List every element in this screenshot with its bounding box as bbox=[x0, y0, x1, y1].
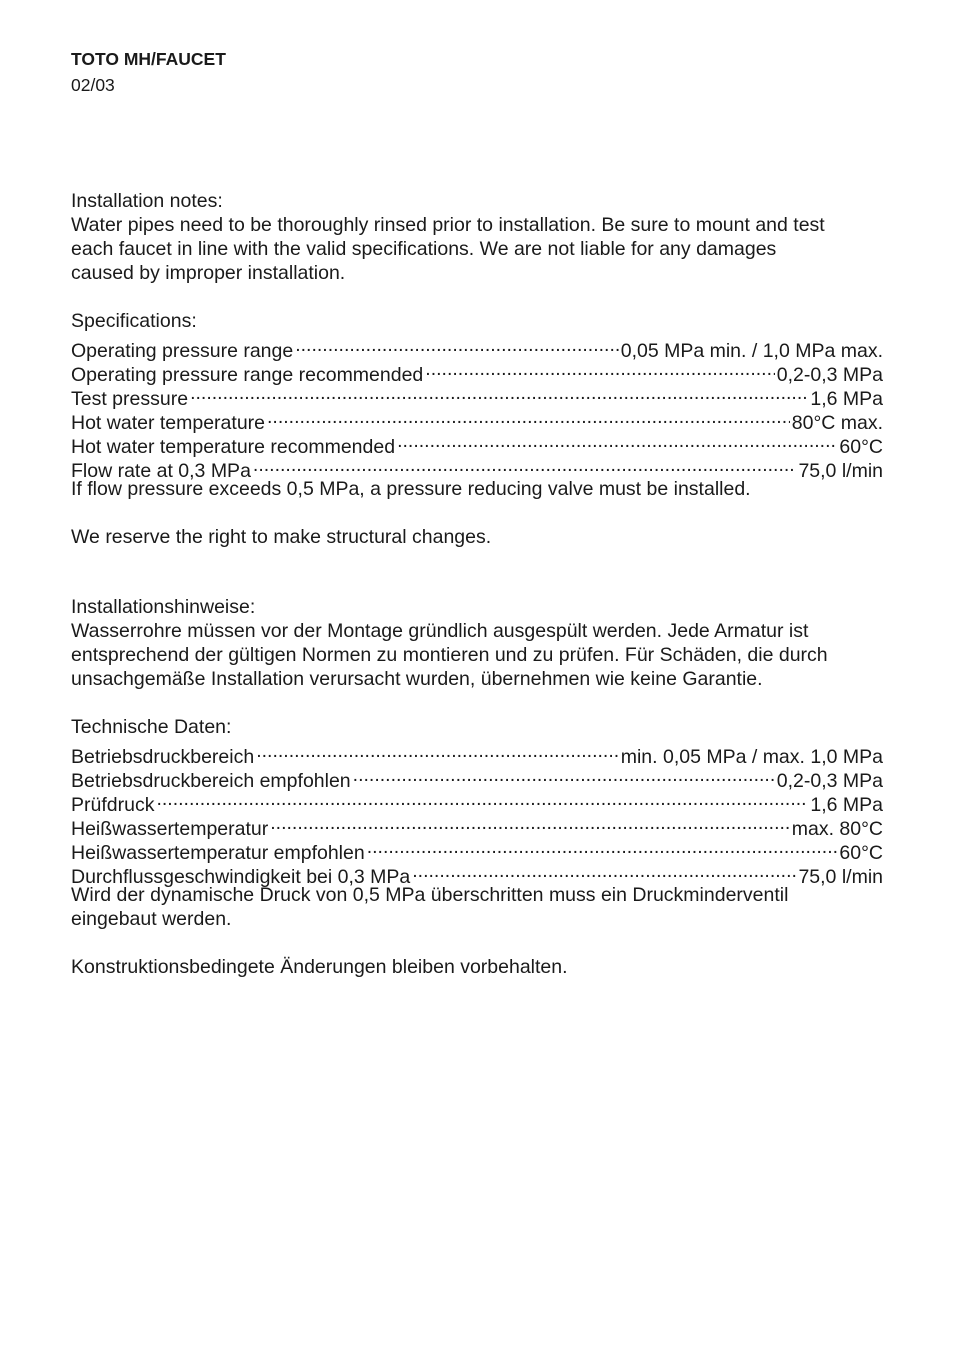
reserve-rights-note: We reserve the right to make structural changes. bbox=[71, 526, 492, 548]
specifications-heading: Specifications: bbox=[71, 310, 197, 332]
technische-daten-heading: Technische Daten: bbox=[71, 716, 232, 738]
dot-leader bbox=[353, 763, 775, 787]
spec-row-betriebsdruckbereich bbox=[71, 739, 883, 768]
english-section bbox=[71, 189, 883, 549]
installationshinweise-line-1: Wasserrohre müssen vor der Montage gründlich ausgespült werden. Jede Armatur ist bbox=[71, 620, 809, 642]
spec-label: Flow rate at 0,3 MPa bbox=[71, 460, 251, 482]
spec-value: max. 80°C bbox=[791, 818, 883, 840]
dot-leader bbox=[270, 811, 790, 835]
spec-label: Operating pressure range recommended bbox=[71, 364, 424, 386]
dot-leader bbox=[256, 739, 619, 763]
spec-label: Operating pressure range bbox=[71, 340, 294, 362]
spec-row-pruefdruck bbox=[71, 787, 883, 816]
spec-value: 80°C max. bbox=[791, 412, 883, 434]
specifications-note: If flow pressure exceeds 0,5 MPa, a pressure reducing valve must be installed. bbox=[71, 478, 751, 500]
spec-label: Heißwassertemperatur empfohlen bbox=[71, 842, 365, 864]
spec-value: 1,6 MPa bbox=[810, 794, 883, 816]
dot-leader bbox=[267, 405, 790, 429]
spec-value: 0,05 MPa min. / 1,0 MPa max. bbox=[620, 340, 883, 362]
dot-leader bbox=[412, 859, 796, 883]
spec-value: 0,2-0,3 MPa bbox=[776, 770, 883, 792]
spec-row-operating-pressure bbox=[71, 333, 883, 362]
dot-leader bbox=[367, 835, 838, 859]
spec-value: 0,2-0,3 MPa bbox=[776, 364, 883, 386]
aenderungen-vorbehalten-note: Konstruktionsbedingete Änderungen bleiben vorbehalten. bbox=[71, 956, 568, 978]
technische-daten-note-line-2: eingebaut werden. bbox=[71, 908, 232, 930]
dot-leader bbox=[397, 429, 837, 453]
installationshinweise-heading: Installationshinweise: bbox=[71, 596, 256, 618]
spec-row-heisswassertemperatur bbox=[71, 811, 883, 840]
page-number: 02/03 bbox=[71, 75, 115, 95]
installation-notes-line-1: Water pipes need to be thoroughly rinsed prior to installation. Be sure to mount and test bbox=[71, 214, 825, 236]
spec-value: 60°C bbox=[839, 436, 883, 458]
spec-label: Heißwassertemperatur bbox=[71, 818, 269, 840]
dot-leader bbox=[190, 381, 808, 405]
dot-leader bbox=[253, 453, 797, 477]
spec-label: Prüfdruck bbox=[71, 794, 155, 816]
dot-leader bbox=[295, 333, 619, 357]
spec-label: Test pressure bbox=[71, 388, 189, 410]
spec-label: Betriebsdruckbereich empfohlen bbox=[71, 770, 351, 792]
spec-label: Hot water temperature bbox=[71, 412, 266, 434]
spec-label: Betriebsdruckbereich bbox=[71, 746, 255, 768]
installationshinweise-line-3: unsachgemäße Installation verursacht wurden, übernehmen wie keine Garantie. bbox=[71, 668, 763, 690]
spec-value: min. 0,05 MPa / max. 1,0 MPa bbox=[620, 746, 883, 768]
spec-value: 75,0 l/min bbox=[798, 866, 883, 888]
dot-leader bbox=[156, 787, 808, 811]
dot-leader bbox=[425, 357, 774, 381]
spec-value: 75,0 l/min bbox=[798, 460, 883, 482]
spec-row-hot-water-temperature bbox=[71, 405, 883, 434]
spec-value: 60°C bbox=[839, 842, 883, 864]
installationshinweise-line-2: entsprechend der gültigen Normen zu montieren und zu prüfen. Für Schäden, die durch bbox=[71, 644, 828, 666]
technische-daten-note-line-1: Wird der dynamische Druck von 0,5 MPa überschritten muss ein Druckminderventil bbox=[71, 884, 789, 906]
document-title: TOTO MH/FAUCET bbox=[71, 49, 226, 69]
spec-label: Durchflussgeschwindigkeit bei 0,3 MPa bbox=[71, 866, 411, 888]
german-section bbox=[71, 595, 883, 979]
spec-label: Hot water temperature recommended bbox=[71, 436, 396, 458]
spec-value: 1,6 MPa bbox=[810, 388, 883, 410]
document-header bbox=[71, 48, 226, 96]
installation-notes-line-3: caused by improper installation. bbox=[71, 262, 346, 284]
installation-notes-line-2: each faucet in line with the valid specifications. We are not liable for any damages bbox=[71, 238, 777, 260]
installation-notes-heading: Installation notes: bbox=[71, 190, 223, 212]
spec-row-test-pressure bbox=[71, 381, 883, 410]
